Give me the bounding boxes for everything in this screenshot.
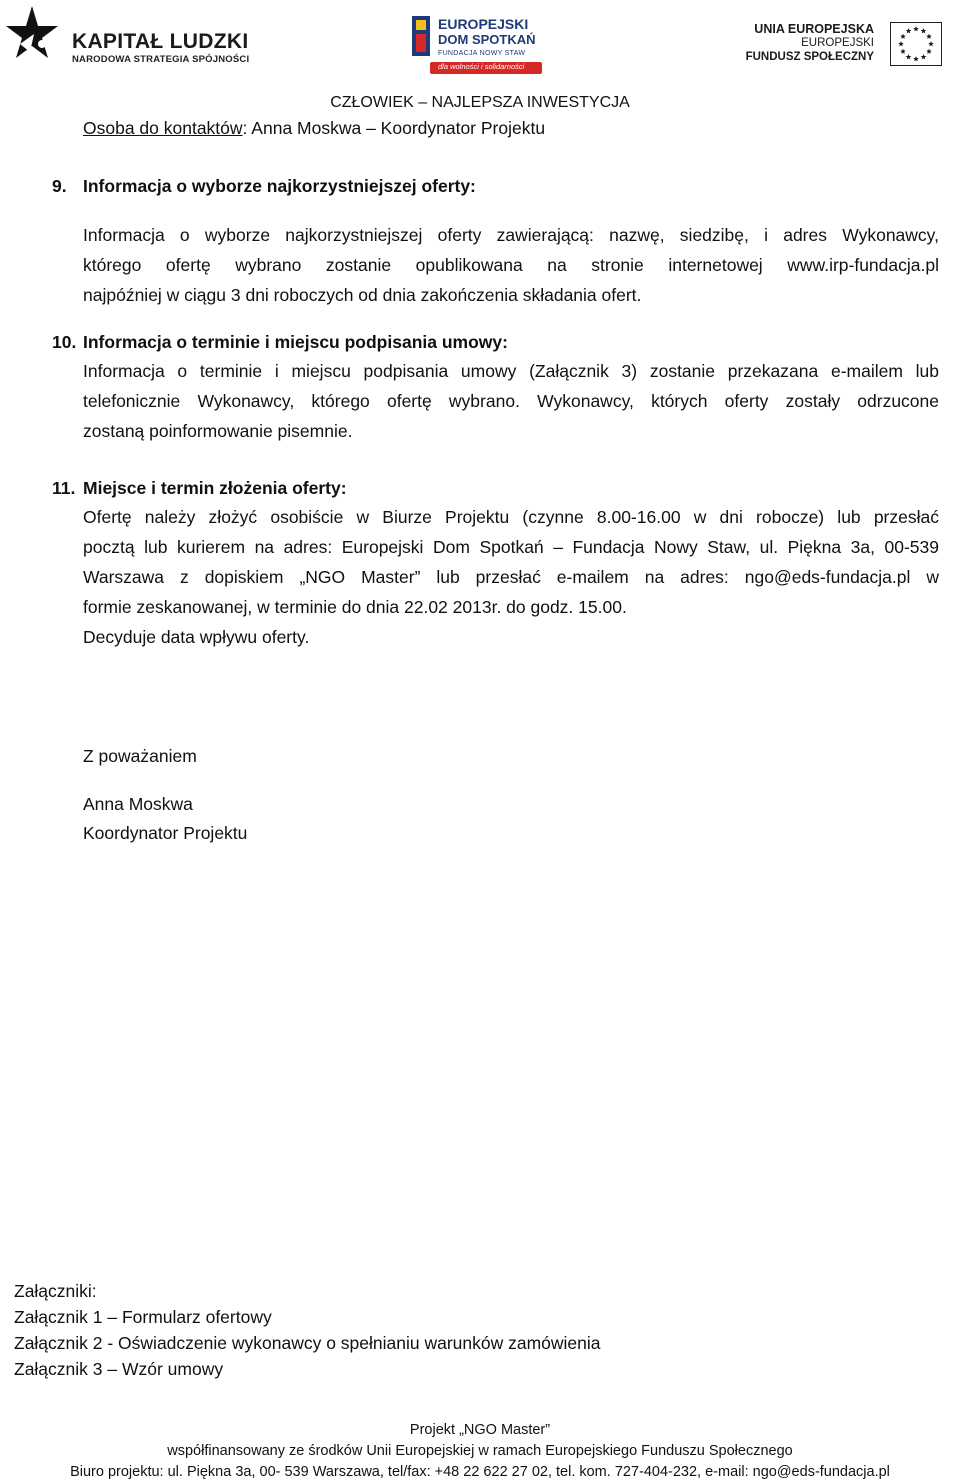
- attachments-list: [14, 1278, 601, 1382]
- signatory-name: Anna Moskwa: [83, 794, 193, 814]
- eds-foundation-name: FUNDACJA NOWY STAW: [438, 50, 526, 57]
- section-9-body: [83, 220, 939, 310]
- attachment-item: Załącznik 2 - Oświadczenie wykonawcy o spełnianiu warunków zamówienia: [14, 1333, 601, 1353]
- section-11-heading: [52, 473, 347, 503]
- section-10-heading: [52, 327, 508, 357]
- section-10-number: 10.: [52, 332, 77, 352]
- contact-line: [83, 113, 545, 143]
- section-10-body: [83, 356, 939, 446]
- eu-esf-logo: [745, 22, 956, 70]
- kapital-ludzki-title: KAPITAŁ LUDZKI: [72, 30, 249, 53]
- section-9-title: Informacja o wyborze najkorzystniejszej oferty:: [83, 176, 476, 196]
- attachments-heading: Załączniki:: [14, 1281, 97, 1301]
- section-10-line-3: zostaną poinformowanie pisemnie.: [83, 421, 353, 441]
- eds-motto: dla wolności i solidarności: [438, 62, 525, 71]
- section-11-line-1: Ofertę należy złożyć osobiście w Biurze Projektu (czynne 8.00-16.00 w dni robocze) lub przesłać: [83, 507, 939, 527]
- eu-name: UNIA EUROPEJSKA: [754, 22, 874, 36]
- eds-logo: [410, 14, 542, 72]
- eu-stars-flag-icon: [890, 22, 942, 66]
- contact-value: : Anna Moskwa – Koordynator Projektu: [242, 118, 546, 138]
- section-10-line-2: telefonicznie Wykonawcy, którego ofertę wybrano. Wykonawcy, których oferty zostały odrzucone: [83, 391, 939, 411]
- section-11-line-5: Decyduje data wpływu oferty.: [83, 627, 310, 647]
- esf-name-line2: FUNDUSZ SPOŁECZNY: [745, 51, 874, 63]
- esf-name-line1: EUROPEJSKI: [801, 37, 874, 49]
- attachment-item: Załącznik 3 – Wzór umowy: [14, 1359, 224, 1379]
- kapital-ludzki-star-icon: [4, 4, 60, 70]
- section-11-line-2: pocztą lub kurierem na adres: Europejski Dom Spotkań – Fundacja Nowy Staw, ul. Piękna 3a, 00-539: [83, 537, 939, 557]
- signatory-role: Koordynator Projektu: [83, 823, 248, 843]
- eds-emblem-icon: [410, 14, 432, 60]
- footer-funding: współfinansowany ze środków Unii Europejskiej w ramach Europejskiego Funduszu Społecznego: [167, 1443, 793, 1459]
- section-9-number: 9.: [52, 176, 67, 196]
- section-9-line-2: którego ofertę wybrano zostanie opublikowana na stronie internetowej www.irp-fundacja.pl: [83, 255, 939, 275]
- kapital-ludzki-subtitle: NARODOWA STRATEGIA SPÓJNOŚCI: [72, 54, 250, 65]
- section-10-line-1: Informacja o terminie i miejscu podpisania umowy (Załącznik 3) zostanie przekazana e-mailem lub: [83, 361, 939, 381]
- section-9-line-1: Informacja o wyborze najkorzystniejszej oferty zawierającą: nazwę, siedzibę, i adres Wykonawcy,: [83, 225, 939, 245]
- section-10-title: Informacja o terminie i miejscu podpisania umowy:: [83, 332, 508, 352]
- section-11-line-4: formie zeskanowanej, w terminie do dnia 22.02 2013r. do godz. 15.00.: [83, 597, 627, 617]
- eds-name-line1: EUROPEJSKI: [438, 16, 529, 32]
- footer-project: Projekt „NGO Master”: [409, 1422, 551, 1438]
- eds-name-line2: DOM SPOTKAŃ: [438, 32, 536, 47]
- section-11-body: [83, 502, 939, 652]
- closing-greeting: Z poważaniem: [83, 746, 197, 766]
- kapital-ludzki-logo: [4, 4, 250, 70]
- section-11-number: 11.: [52, 478, 76, 498]
- section-9-line-3: najpóźniej w ciągu 3 dni roboczych od dnia zakończenia składania ofert.: [83, 285, 642, 305]
- section-11-line-3: Warszawa z dopiskiem „NGO Master” lub przesłać e-mailem na adres: ngo@eds-fundacja.pl w: [83, 567, 939, 587]
- header-motto: CZŁOWIEK – NAJLEPSZA INWESTYCJA: [330, 94, 630, 111]
- footer-office-address: Biuro projektu: ul. Piękna 3a, 00- 539 Warszawa, tel/fax: +48 22 622 27 02, tel. kom. 727-404-232, e-mail: ngo@eds-fundacja.pl: [70, 1464, 890, 1480]
- contact-label: Osoba do kontaktów: [83, 118, 243, 138]
- section-11-title: Miejsce i termin złożenia oferty:: [83, 478, 347, 498]
- section-9-heading: [52, 171, 476, 201]
- attachment-item: Załącznik 1 – Formularz ofertowy: [14, 1307, 272, 1327]
